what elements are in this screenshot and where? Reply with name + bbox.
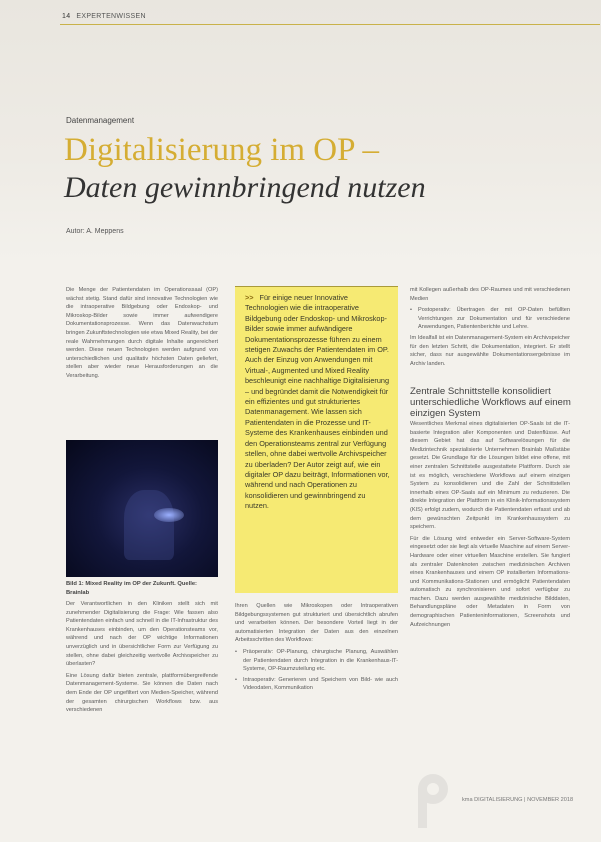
column-1-continued [66, 600, 218, 718]
column-3-continued [410, 420, 570, 632]
list-item: • Präoperativ: OP-Planung, chirurgische Planung, Auswählen der Patientendaten durch Integration in die Krankenhaus-IT-Systeme, OP-Raumzuteilung etc. [235, 648, 398, 674]
workflow-list [235, 648, 398, 693]
page-number: 14 [62, 13, 71, 20]
paragraph: Für die Lösung wird entweder ein Server-Software-System eingesetzt oder sie liegt als virtuelle Maschine auf einem Server-Hardware oder einer virtuellen Maschine erstellen. Sie fungiert als zentraler Datenknoten zwischen medizinischen Archiven eines Krankenhauses und einem OP installierten Informations- und Kommunikations-Stationen und ermöglicht Patientendaten automatisch zu synchronisieren und sofort verfügbar zu machen. Dazu werden ausgewählte medizinische Bilddaten, Behandlungspläne oder Metadaten in Form von demographischen Patienteninformationen, Screenshots und Aufzeichnungen [410, 535, 570, 628]
arrows-icon: >> [245, 293, 254, 302]
running-head [62, 13, 146, 20]
section-label: EXPERTENWISSEN [76, 13, 146, 20]
paragraph: Die Menge der Patientendaten im Operationssaal (OP) wächst stetig. Stand dafür sind innovative Technologien wie die intraoperative Bildgebung oder Endoskop- und Mikroskop-Bilder sowie immer aufwendigere Dokumentationsprozesse. Wenn das Datenwachstum bringen Zukunftstechnologien wie etwa Mixed Reality, bei der reale Wahrnehmungen durch digitale Inhalte angereichert werden. Diese neuen Technologien werden aufgrund von unterschiedlichen und qualitativ höchsten Daten geliefert, stellen aber wieder neue Herausforderungen an die Verarbeitung. [66, 287, 218, 379]
title-line-2: Daten gewinnbringend nutzen [64, 171, 426, 204]
paragraph: Im Idealfall ist ein Datenmanagement-System ein Archivspeicher für den letzten Schritt, die Dokumentation, integriert. Er stellt sicher, dass nur ausgewählte Dokumentationsergebnisse im Archiv landen. [410, 334, 570, 367]
highlight-box [235, 286, 398, 593]
surgeon-figure [124, 490, 174, 560]
kicker: Datenmanagement [66, 116, 135, 125]
column-2-continued [235, 602, 398, 695]
highlight-text: Für einige neuer Innovative Technologien wie die intraoperative Bildgebung oder Endoskop- und Mikroskop-Bilder sowie immer aufwändigere Dokumentationsprozesse führen zu einem stetigen Zuwachs der Patientendaten im OP. Auch der Einzug von Anwendungen mit Virtual-, Augmented und Mixed Reality beschleunigt eine nachhaltige Digitalisierung – und begründet damit die Notwendigkeit für ein effizientes und gut strukturiertes Datenmanagement. Wie lassen sich Patientendaten in die Prozesse und IT-Systeme des Krankenhauses einbinden und den Operationsteams zentral zur Verfügung stellen, ohne dabei wertvolle Archivspeicher zu überladen? Der Autor zeigt auf, wie ein digitaler OP dazu beiträgt, Informationen vor, während und nach Operationen zu konsolidieren und gewinnbringend zu nutzen. [245, 293, 390, 511]
header-band [0, 0, 601, 262]
column-3 [410, 286, 570, 371]
footer: kma DIGITALISIERUNG | NOVEMBER 2018 [462, 797, 574, 803]
paragraph: Ihren Quellen wie Mikroskopen oder Intraoperativen Bildgebungssystemen gut strukturiert und übersichtlich abrufen und verarbeiten können. Der besondere Vorteil liegt in der automatisierten Integration der Daten aus den einzelnen Arbeitsschritten des Workflows: [235, 603, 398, 644]
photo-caption: Bild 1: Mixed Reality im OP der Zukunft. Quelle: Brainlab [66, 581, 197, 596]
hologram-glow [154, 508, 184, 522]
list-item: • Postoperativ: Übertragen der mit OP-Daten befüllten Verrichtungen zur Dokumentation und für verschiedene Anwendungen, Patientenberichte und Lehre. [410, 306, 570, 332]
paragraph: Wesentliches Merkmal eines digitalisierten OP-Saals ist die IT-basierte Integration aller Komponenten und Datenflüsse. Auf diesem Gebiet hat das auf Softwarelösungen für die Medizintechnik spezialisierte Unternehmen Brainlab Maßstäbe gesetzt. Die Grundlage für die Lösungen bildet eine offene, mit einer zentralen Schnittstelle ausgestattete Plattform. Durch sie ist es möglich, verschiedene Workflows auf einem einzigen System zu konsolidieren und die Zahl der Schnittstellen innerhalb eines OP-Saals auf ein Minimum zu reduzieren. Die direkte Integration der Plattform in ein Klinik-Informationssystem (KIS) erfolgt zudem, wodurch die Patientendaten erfasst und ab dem gewünschten Zeitpunkt im Krankenhaussystem zu speichern. [410, 421, 570, 531]
workflow-list [410, 306, 570, 332]
subheading: Zentrale Schnittstelle konsolidiert unterschiedliche Workflows auf einem einzigen System [410, 386, 571, 419]
column-1 [66, 286, 218, 384]
paragraph: Eine Lösung dafür bieten zentrale, plattformübergreifende Datenmanagement-Systeme. Sie können die Daten nach dem Ende der OP ungefiltert von Medien-Speicher, während der gesamten chirurgischen Workflows bzw. aus verschiedenen [66, 672, 218, 714]
header-rule [60, 24, 600, 25]
mixed-reality-photo [66, 440, 218, 577]
paragraph: Der Verantwortlichen in den Kliniken stellt sich mit zunehmender Digitalisierung die Frage: Wie fassen also Patientendaten einfach und schnell in die IT-Infrastruktur des Krankenhauses einbinden, um den Operationsteams vor, während und nach der OP wichtige Informationen unverzüglich und in übersichtlicher Form zur Verfügung zu stellen, ohne dabei gleichzeitig wertvolle Archivspeicher zu überlasten? [66, 601, 218, 668]
list-item: • Intraoperativ: Generieren und Speichern von Bild- wie auch Videodaten, Kommunikation [235, 676, 398, 693]
publisher-logo-icon [412, 770, 460, 830]
title-line-1: Digitalisierung im OP – [64, 132, 380, 168]
author: Autor: A. Meppens [66, 228, 124, 235]
paragraph: mit Kollegen außerhalb des OP-Raumes und mit verschiedenen Medien [410, 287, 570, 302]
